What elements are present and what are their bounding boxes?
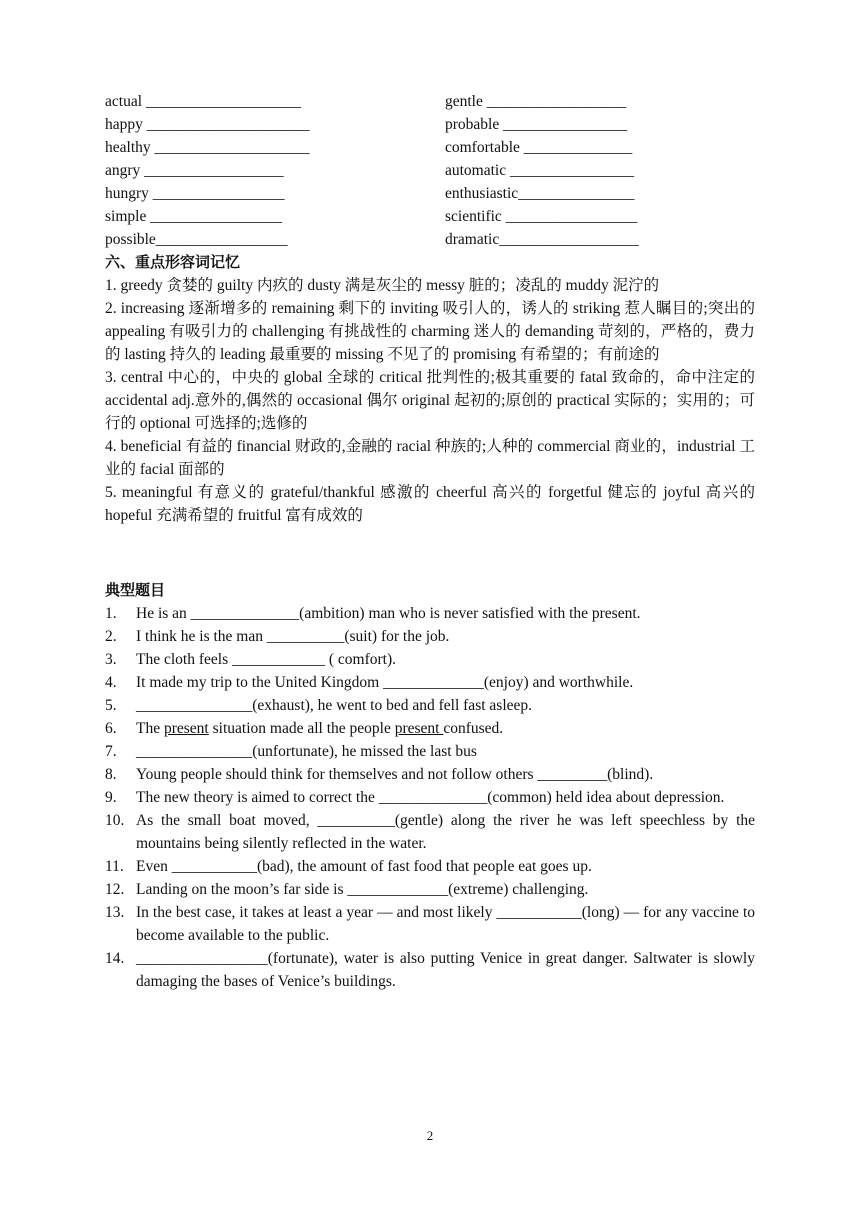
question-item	[105, 901, 755, 947]
paragraph: 5. meaningful 有意义的 grateful/thankful 感激的 cheerful 高兴的 forgetful 健忘的 joyful 高兴的 hopeful 充满希望的 fruitful 富有成效的	[105, 484, 755, 524]
question-text: _______________(exhaust), he went to bed and fell fast asleep.	[136, 697, 533, 714]
question-number: 6.	[105, 720, 117, 737]
question-text: As the small boat moved, __________(gentle) along the river he was left speechless by the mountains being silently reflected in the water.	[136, 812, 755, 852]
question-item	[105, 671, 755, 694]
question-text: _________________(fortunate), water is also putting Venice in great danger. Saltwater is slowly damaging the bases of Venice’s buildings.	[136, 950, 755, 990]
word-item: hungry _________________	[105, 185, 285, 202]
underlined-word: present	[163, 720, 209, 737]
underlined-word: present	[394, 720, 444, 737]
question-number: 4.	[105, 674, 117, 691]
question-item	[105, 947, 755, 993]
word-item: actual ____________________	[105, 93, 301, 110]
word-item: dramatic__________________	[445, 231, 639, 248]
question-text	[136, 720, 503, 737]
word-item: possible_________________	[105, 231, 288, 248]
word-row	[105, 136, 765, 159]
question-text: He is an ______________(ambition) man who is never satisfied with the present.	[136, 605, 641, 622]
section-title: 六、重点形容词记忆	[105, 253, 241, 271]
text-segment: situation made all the people	[208, 720, 395, 737]
word-row	[105, 228, 765, 251]
question-text: It made my trip to the United Kingdom _____________(enjoy) and worthwhile.	[136, 674, 634, 691]
word-row	[105, 90, 765, 113]
question-number: 14.	[105, 950, 125, 967]
question-text: _______________(unfortunate), he missed the last bus	[136, 743, 477, 760]
question-text: The new theory is aimed to correct the ______________(common) held idea about depression.	[136, 789, 725, 806]
question-item	[105, 717, 755, 740]
question-item	[105, 763, 755, 786]
word-item: gentle __________________	[445, 93, 627, 110]
question-text: Young people should think for themselves and not follow others _________(blind).	[136, 766, 654, 783]
question-number: 3.	[105, 651, 117, 668]
word-item: happy _____________________	[105, 116, 310, 133]
word-item: simple _________________	[105, 208, 282, 225]
question-number: 12.	[105, 881, 125, 898]
word-item: comfortable ______________	[445, 139, 633, 156]
paragraph: 3. central 中心的，中央的 global 全球的 critical 批判性的;极其重要的 fatal 致命的，命中注定的 accidental adj.意外的,偶然的 occasional 偶尔 original 起初的;原创的 practical 实际的；实用的；可行的 optional 可选择的;选修的	[105, 369, 755, 432]
section-title: 典型题目	[105, 581, 166, 599]
text-segment: confused.	[443, 720, 504, 737]
word-row	[105, 182, 765, 205]
question-number: 10.	[105, 812, 125, 829]
word-list	[105, 90, 765, 251]
question-item	[105, 786, 755, 809]
paragraph: 4. beneficial 有益的 financial 财政的,金融的 racial 种族的;人种的 commercial 商业的，industrial 工业的 facial 面部的	[105, 438, 755, 478]
page-number: 2	[426, 1128, 434, 1143]
paragraph: 2. increasing 逐渐增多的 remaining 剩下的 inviting 吸引人的，诱人的 striking 惹人瞩目的;突出的 appealing 有吸引力的 challenging 有挑战性的 charming 迷人的 demanding 苛刻的，严格的，费力的 lasting 持久的 leading 最重要的 missing 不见了的 promising 有希望的；有前途的	[105, 300, 755, 363]
word-item: enthusiastic_______________	[445, 185, 635, 202]
section-typical-questions	[105, 579, 755, 993]
question-item	[105, 602, 755, 625]
question-item	[105, 809, 755, 855]
word-item: scientific _________________	[445, 208, 638, 225]
question-text: The cloth feels ____________ ( comfort).	[136, 651, 396, 668]
question-text: Landing on the moon’s far side is _____________(extreme) challenging.	[136, 881, 589, 898]
word-item: automatic ________________	[445, 162, 634, 179]
question-item	[105, 855, 755, 878]
word-item: angry __________________	[105, 162, 284, 179]
question-item	[105, 878, 755, 901]
question-item	[105, 694, 755, 717]
question-item	[105, 625, 755, 648]
word-row	[105, 205, 765, 228]
text-segment: The	[136, 720, 164, 737]
question-text: In the best case, it takes at least a year — and most likely ___________(long) — for any vaccine to become available to the public.	[136, 904, 755, 944]
question-text: Even ___________(bad), the amount of fast food that people eat goes up.	[136, 858, 592, 875]
word-row	[105, 159, 765, 182]
question-item	[105, 740, 755, 763]
question-item	[105, 648, 755, 671]
question-number: 13.	[105, 904, 125, 921]
word-row	[105, 113, 765, 136]
paragraph: 1. greedy 贪婪的 guilty 内疚的 dusty 满是灰尘的 messy 脏的；凌乱的 muddy 泥泞的	[105, 277, 660, 294]
question-number: 11.	[105, 858, 124, 875]
word-item: healthy ____________________	[105, 139, 310, 156]
question-text: I think he is the man __________(suit) for the job.	[136, 628, 450, 645]
question-number: 7.	[105, 743, 117, 760]
question-number: 9.	[105, 789, 117, 806]
section-adjectives	[105, 251, 755, 527]
question-number: 2.	[105, 628, 117, 645]
question-number: 8.	[105, 766, 117, 783]
question-number: 5.	[105, 697, 117, 714]
word-item: probable ________________	[445, 116, 628, 133]
question-number: 1.	[105, 605, 117, 622]
